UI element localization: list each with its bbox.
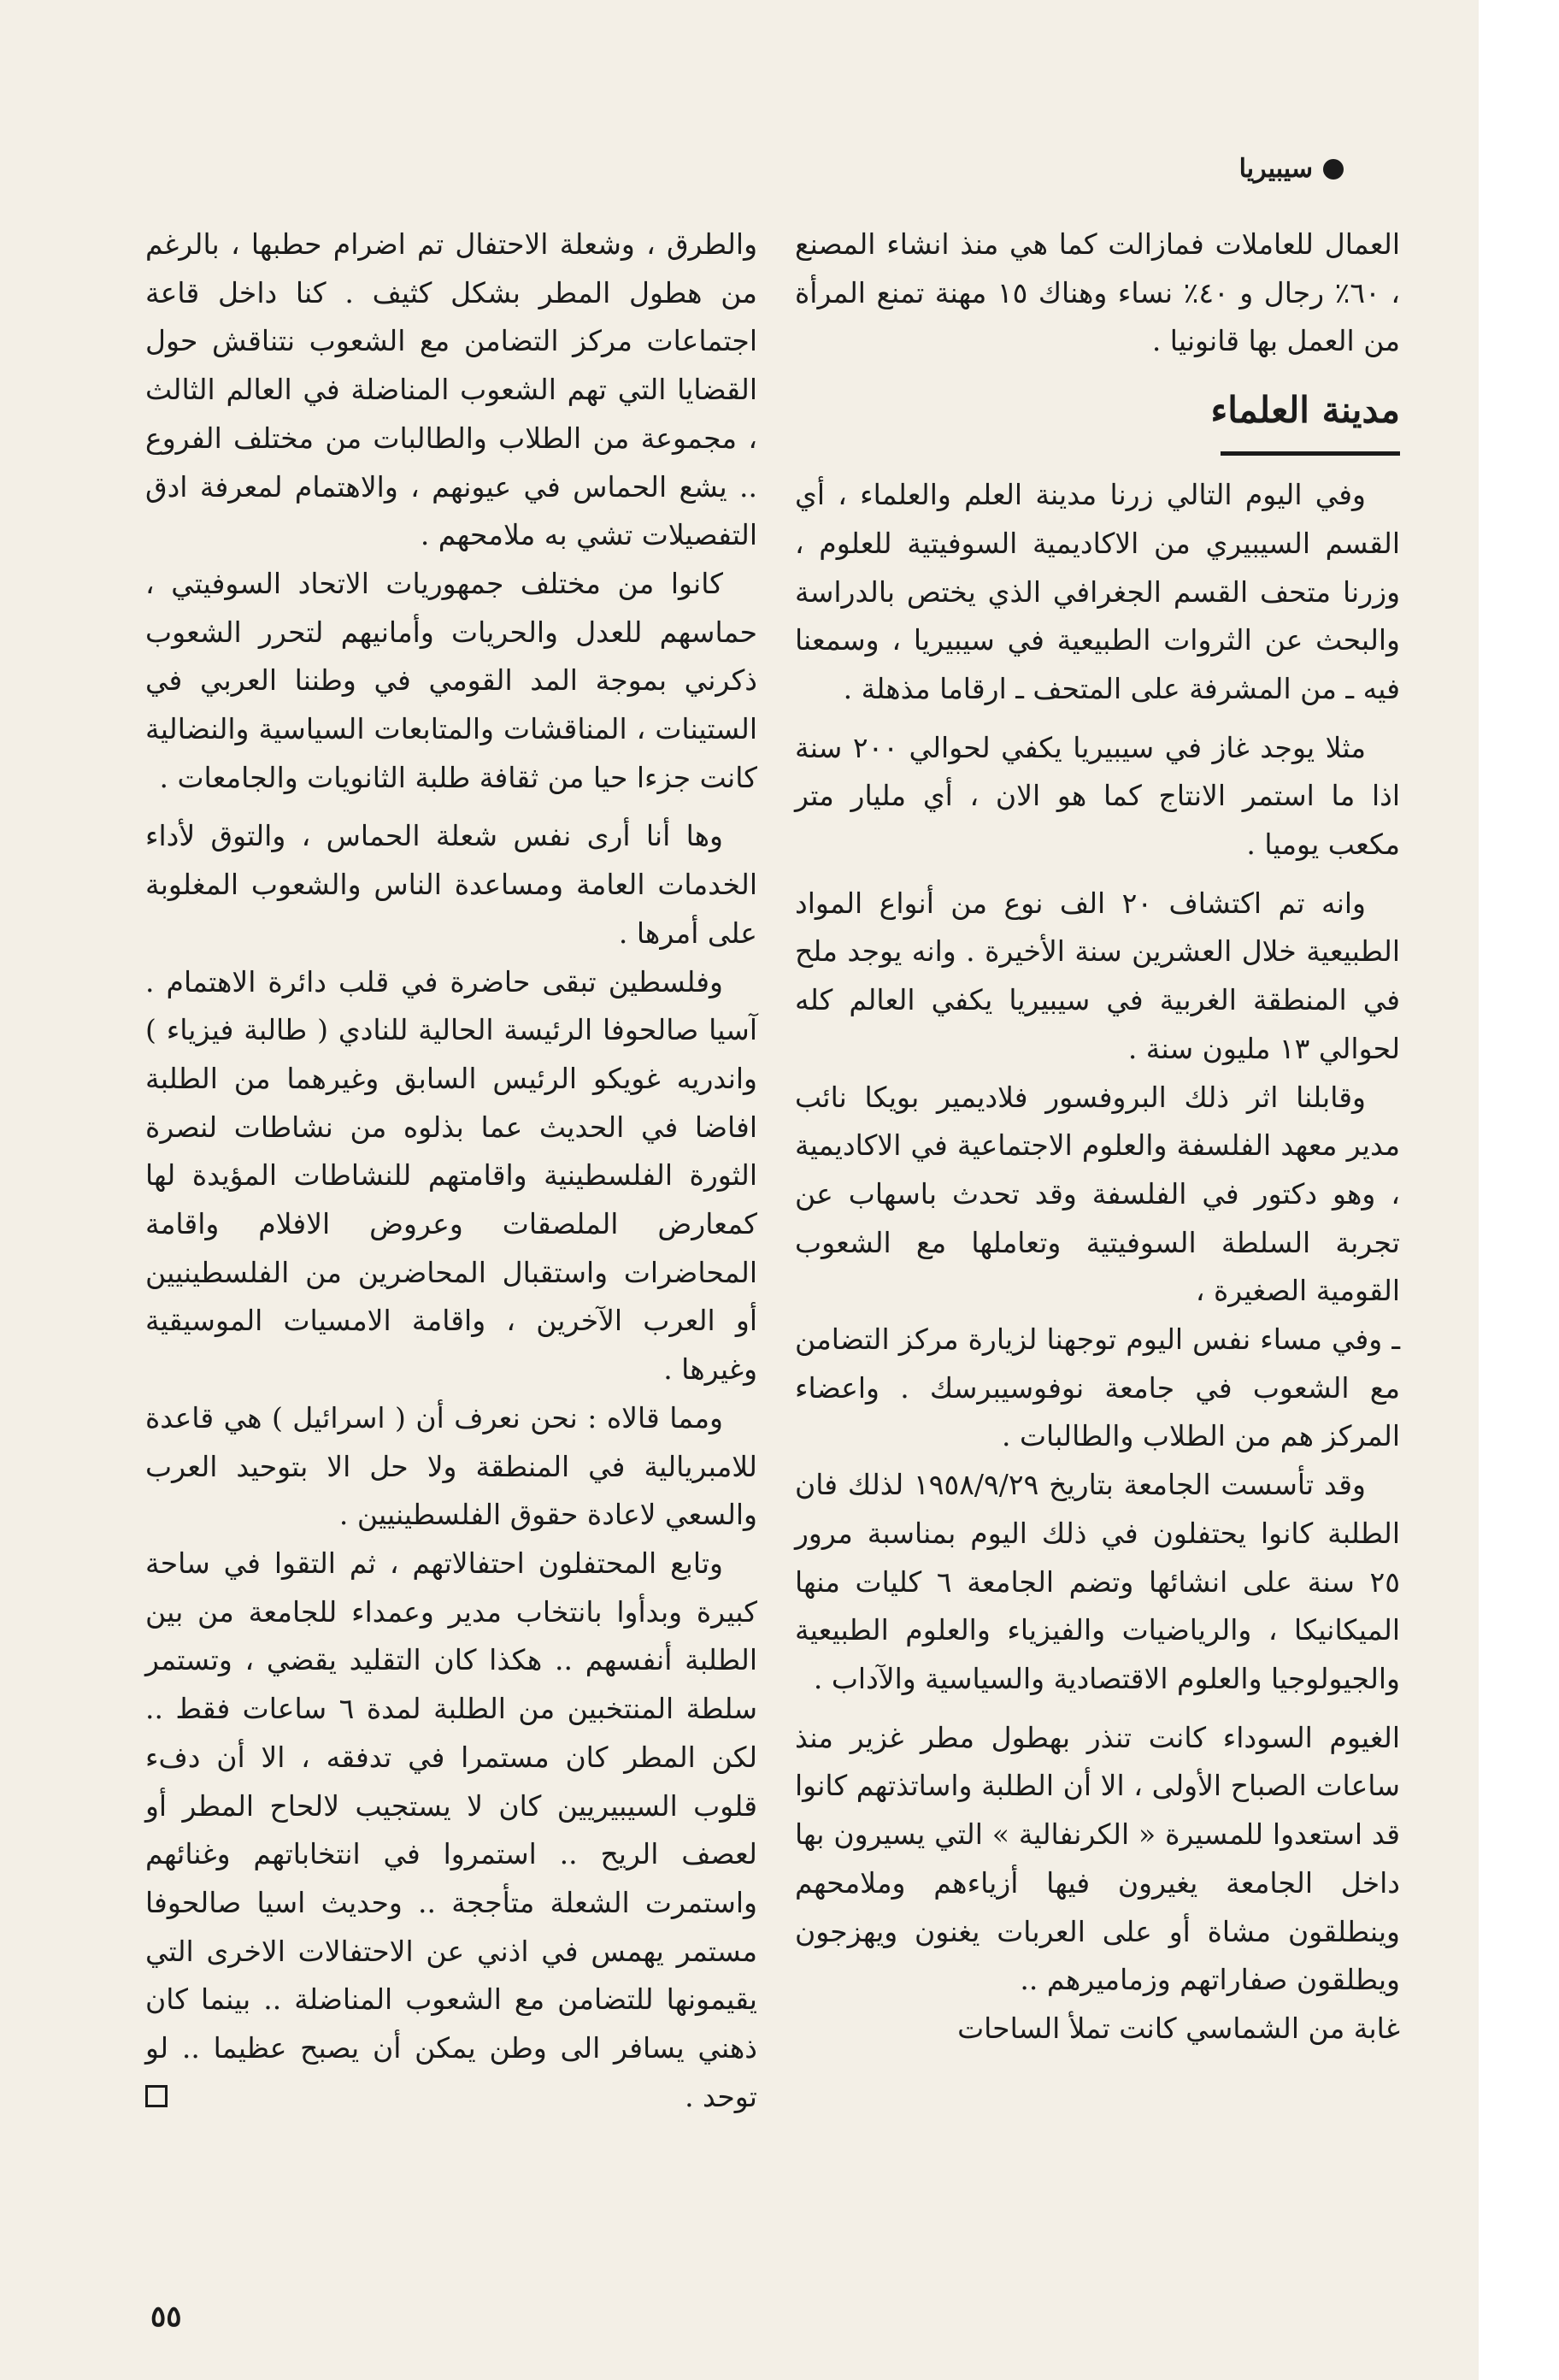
paragraph-text: وتابع المحتفلون احتفالاتهم ، ثم التقوا في ساحة كبيرة وبدأوا بانتخاب مدير وعمداء للجامعة من بين الطلبة أنفسهم .. هكذا كان التقليد يقضي ، وتستمر سلطة المنتخبين من الطلبة لمدة ٦ ساعات فقط .. لكن المطر كان مستمرا في تدفقه ، الا أن دفء قلوب السيبيريين كان لا يستجيب لالحاح المطر أو لعصف الريح .. استمروا في انتخاباتهم وغنائهم واستمرت الشعلة متأججة .. وحديث اسيا صالحوفا مستمر يهمس في اذني عن الاحتفالات الاخرى التي يقيمونها للتضامن مع الشعوب المناضلة .. بينما كان ذهني يسافر الى وطن يمكن أن يصبح عظيما .. لو توحد . (145, 1546, 757, 2113)
paragraph: وفلسطين تبقى حاضرة في قلب دائرة الاهتمام . آسيا صالحوفا الرئيسة الحالية للنادي ( طالبة فيزياء ) واندريه غويكو الرئيس السابق وغيرهما من الطلبة افاضا في الحديث عما بذلوه من نشاطات لنصرة الثورة الفلسطينية واقامتهم للنشاطات المؤيدة لها كمعارض الملصقات وعروض الافلام واقامة المحاضرات واستقبال المحاضرين من الفلسطينيين أو العرب الآخرين ، واقامة الامسيات الموسيقية وغيرها . (145, 964, 757, 1387)
paragraph: وقابلنا اثر ذلك البروفسور فلاديمير بويكا نائب مدير معهد الفلسفة والعلوم الاجتماعية في الاكاديمية ، وهو دكتور في الفلسفة وقد تحدث باسهاب عن تجربة السلطة السوفيتية وتعاملها مع الشعوب القومية الصغيرة ، (795, 1080, 1400, 1308)
paragraph: وها أنا أرى نفس شعلة الحماس ، والتوق لأداء الخدمات العامة ومساعدة الناس والشعوب المغلوبة على أمرها . (145, 819, 757, 950)
paragraph: مثلا يوجد غاز في سيبيريا يكفي لحوالي ٢٠٠ سنة اذا ما استمر الانتاج كما هو الان ، أي مليار متر مكعب يوميا . (795, 730, 1400, 862)
paragraph: الغيوم السوداء كانت تنذر بهطول مطر غزير منذ ساعات الصباح الأولى ، الا أن الطلبة واساتذتهم كانوا قد استعدوا للمسيرة « الكرنفالية » التي يسيرون بها داخل الجامعة يغيرون فيها أزياءهم وملامحهم وينطلقون مشاة أو على العربات يغنون ويهزجون ويطلقون صفاراتهم وزماميرهم .. (795, 1720, 1400, 1997)
running-head (1239, 154, 1344, 184)
page-edge-margin (1479, 0, 1559, 2380)
heading-underline-rule (1221, 451, 1400, 456)
running-head-title: سيبيريا (1238, 154, 1313, 184)
paragraph: والطرق ، وشعلة الاحتفال تم اضرام حطبها ، بالرغم من هطول المطر بشكل كثيف . كنا داخل قاعة اجتماعات مركز التضامن مع الشعوب نتناقش حول القضايا التي تهم الشعوب المناضلة في العالم الثالث ، مجموعة من الطلاب والطالبات من مختلف الفروع .. يشع الحماس في عيونهم ، والاهتمام لمعرفة ادق التفصيلات تشي به ملامحهم . (145, 227, 757, 552)
paragraph-gap (795, 714, 1400, 724)
paragraph: ومما قالاه : نحن نعرف أن ( اسرائيل ) هي قاعدة للامبريالية في المنطقة ولا حل الا بتوحيد العرب والسعي لاعادة حقوق الفلسطينيين . (145, 1400, 757, 1532)
paragraph-gap (145, 802, 757, 812)
paragraph-gap (795, 1704, 1400, 1714)
bullet-dot-icon (1323, 159, 1344, 180)
paragraph: وانه تم اكتشاف ٢٠ الف نوع من أنواع المواد الطبيعية خلال العشرين سنة الأخيرة . وانه يوجد ملح في المنطقة الغربية في سيبيريا يكفي العالم كله لحوالي ١٣ مليون سنة . (795, 886, 1400, 1065)
paragraph: ـ وفي مساء نفس اليوم توجهنا لزيارة مركز التضامن مع الشعوب في جامعة نوفوسيبرسك . واعضاء المركز هم من الطلاب والطالبات . (795, 1323, 1400, 1453)
paragraph (145, 1540, 757, 2121)
paragraph: غابة من الشماسي كانت تملأ الساحات (957, 2011, 1400, 2045)
right-column (795, 221, 1400, 2053)
section-heading: مدينة العلماء (1210, 389, 1400, 432)
left-column (145, 221, 757, 2121)
paragraph: العمال للعاملات فمازالت كما هي منذ انشاء المصنع ، ٦٠٪ رجال و ٤٠٪ نساء وهناك ١٥ مهنة تمنع المرأة من العمل بها قانونيا . (795, 227, 1400, 358)
paragraph: وقد تأسست الجامعة بتاريخ ١٩٥٨/٩/٢٩ لذلك فان الطلبة كانوا يحتفلون في ذلك اليوم بمناسبة مرور ٢٥ سنة على انشائها وتضم الجامعة ٦ كليات منها الميكانيكا ، والرياضيات والفيزياء والعلوم الطبيعية والجيولوجيا والعلوم الاقتصادية والسياسية والآداب . (795, 1468, 1400, 1695)
paragraph: كانوا من مختلف جمهوريات الاتحاد السوفيتي ، حماسهم للعدل والحريات وأمانيهم لتحرر الشعوب ذكرني بموجة المد القومي في وطننا العربي في الستينات ، المناقشات والمتابعات السياسية والنضالية كانت جزءا حيا من ثقافة طلبة الثانويات والجامعات . (145, 566, 757, 794)
page-number: ٥٥ (150, 2300, 182, 2334)
paragraph-gap (795, 869, 1400, 880)
paragraph: وفي اليوم التالي زرنا مدينة العلم والعلماء ، أي القسم السيبيري من الاكاديمية السوفيتية للعلوم ، وزرنا متحف القسم الجغرافي الذي يختص بالدراسة والبحث عن الثروات الطبيعية في سيبيريا ، وسمعنا فيه ـ من المشرفة على المتحف ـ ارقاما مذهلة . (795, 478, 1400, 705)
end-of-article-square-icon (145, 2085, 168, 2107)
